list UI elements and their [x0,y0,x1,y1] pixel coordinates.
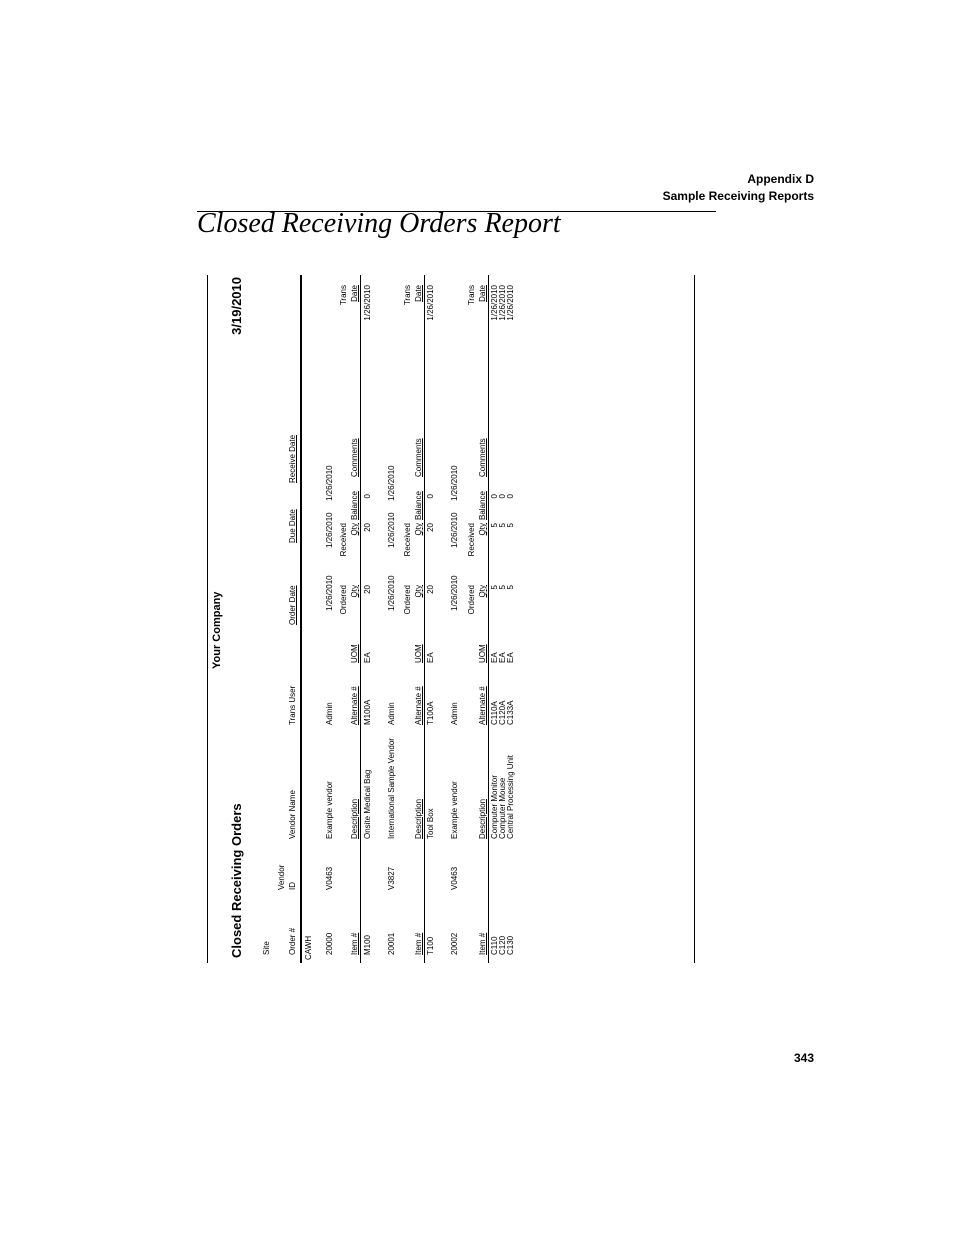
item-header-alternate: Alternate # [414,686,423,725]
item-trans-date: 1/26/2010 [498,285,507,321]
item-header-balance: Balance [414,491,423,520]
vendor-name: Example vendor [450,781,459,839]
item-balance: 0 [498,494,507,499]
received-header-2: Qty [414,523,423,536]
trans-header-2: Date [414,285,423,302]
item-header-comments: Comments [414,438,423,477]
item-header-balance: Balance [350,491,359,520]
due-date: 1/26/2010 [325,512,334,548]
report-page [207,275,695,963]
item-balance: 0 [426,494,435,499]
header-due-date: Due Date [288,509,297,543]
header-trans-user: Trans User [288,685,297,725]
vendor-id: V0463 [325,866,334,890]
item-description: Computer Mouse [498,777,507,839]
item-received: 5 [506,523,515,528]
header-vendor-id-2: ID [288,882,297,890]
trans-user: Admin [450,702,459,725]
section-label: Sample Receiving Reports [662,189,814,203]
report-top-border [207,275,208,963]
order-number: 20002 [450,932,459,955]
due-date: 1/26/2010 [387,512,396,548]
vendor-id: V3827 [387,866,396,890]
header-receive-date: Receive Date [288,434,297,483]
received-header-1: Received [339,523,348,557]
trans-header-2: Date [478,285,487,302]
trans-header-2: Date [350,285,359,302]
item-alternate: C110A [490,701,499,725]
item-header-item-no: Item # [478,932,487,955]
item-alternate: M100A [363,699,372,725]
item-received: 20 [363,523,372,532]
item-header-comments: Comments [478,438,487,477]
item-header-rule [488,275,489,963]
item-uom: EA [426,652,435,663]
item-header-uom: UOM [350,644,359,663]
site-name: CAWH [304,935,313,960]
receive-date: 1/26/2010 [450,465,459,501]
item-balance: 0 [506,494,515,499]
page-number: 343 [793,1051,814,1065]
item-balance: 0 [363,494,372,499]
header-rule [300,275,302,963]
order-date: 1/26/2010 [450,575,459,611]
item-no: C130 [506,935,515,955]
vendor-name: Example vendor [325,781,334,839]
item-uom: EA [498,652,507,663]
item-uom: EA [506,652,515,663]
item-header-rule [360,275,361,963]
item-ordered: 5 [490,585,499,590]
item-ordered: 20 [426,585,435,594]
item-ordered: 5 [498,585,507,590]
trans-header-1: Trans [467,285,476,306]
item-header-comments: Comments [350,438,359,477]
item-no: C110 [490,936,499,955]
item-uom: EA [490,652,499,663]
report-title: Closed Receiving Orders [229,803,244,958]
header-vendor-id-1: Vendor [277,864,286,890]
vendor-id: V0463 [450,866,459,890]
trans-user: Admin [325,702,334,725]
item-header-alternate: Alternate # [350,686,359,725]
item-no: T100 [426,936,435,955]
item-header-description: Description [478,798,487,839]
item-no: M100 [363,934,372,955]
item-header-item-no: Item # [350,932,359,955]
order-number: 20000 [325,932,334,955]
header-order-no: Order # [288,927,297,955]
ordered-header-1: Ordered [403,585,412,615]
item-header-uom: UOM [478,644,487,663]
report-bottom-border [694,275,695,963]
header-vendor-name: Vendor Name [288,790,297,839]
trans-user: Admin [387,702,396,725]
trans-header-1: Trans [403,285,412,306]
company-name: Your Company [211,591,223,669]
item-description: Central Processing Unit [506,754,515,839]
item-alternate: C133A [506,700,515,725]
item-header-balance: Balance [478,491,487,520]
item-ordered: 5 [506,585,515,590]
order-number: 20001 [387,932,396,955]
header-order-date: Order Date [288,585,297,625]
item-received: 20 [426,523,435,532]
order-date: 1/26/2010 [325,575,334,611]
item-ordered: 20 [363,585,372,594]
item-header-rule [424,275,425,963]
trans-header-1: Trans [339,285,348,306]
ordered-header-2: Qty [478,585,487,598]
receive-date: 1/26/2010 [325,465,334,501]
item-header-alternate: Alternate # [478,686,487,725]
appendix-label: Appendix D [747,172,814,186]
item-trans-date: 1/26/2010 [490,285,499,321]
item-header-description: Description [414,798,423,839]
item-uom: EA [363,652,372,663]
item-trans-date: 1/26/2010 [426,285,435,321]
ordered-header-2: Qty [350,585,359,598]
item-received: 5 [490,523,499,528]
item-header-item-no: Item # [414,932,423,955]
item-received: 5 [498,523,507,528]
item-description: Computer Monitor [490,774,499,839]
item-header-description: Description [350,798,359,839]
item-trans-date: 1/26/2010 [506,285,515,321]
received-header-1: Received [403,523,412,557]
ordered-header-1: Ordered [339,585,348,615]
ordered-header-1: Ordered [467,585,476,615]
received-header-1: Received [467,523,476,557]
item-alternate: T100A [426,701,435,725]
report-date: 3/19/2010 [229,277,244,335]
item-alternate: C120A [498,700,507,725]
header-site: Site [262,941,271,955]
ordered-header-2: Qty [414,585,423,598]
item-description: Tool Box [426,808,435,839]
item-description: Onsite Medical Bag [363,769,372,839]
vendor-name: International Sample Vendor [387,738,396,839]
page-title: Closed Receiving Orders Report [197,208,561,239]
due-date: 1/26/2010 [450,512,459,548]
item-trans-date: 1/26/2010 [363,285,372,321]
receive-date: 1/26/2010 [387,465,396,501]
item-balance: 0 [490,494,499,499]
order-date: 1/26/2010 [387,575,396,611]
received-header-2: Qty [350,523,359,536]
item-header-uom: UOM [414,644,423,663]
item-no: C120 [498,935,507,955]
received-header-2: Qty [478,523,487,536]
